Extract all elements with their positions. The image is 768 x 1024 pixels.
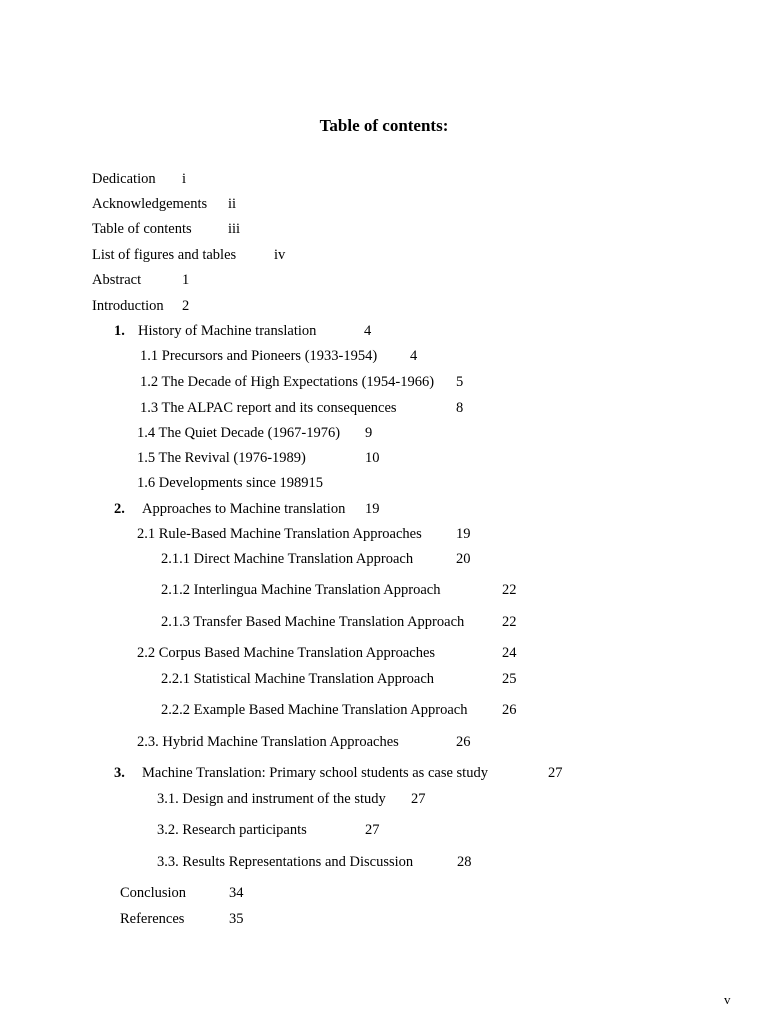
section-page: 28 (457, 854, 472, 870)
chapter-number: 2. (114, 501, 125, 517)
toc-entry-label: Dedication (92, 171, 156, 187)
section-label: 3.2. Research participants (157, 822, 307, 838)
section-page: 24 (502, 645, 517, 661)
toc-entry-label: Conclusion (120, 885, 187, 901)
section-label: 2.2.2 Example Based Machine Translation Approach (161, 702, 468, 718)
toc-entry-label: Introduction (92, 298, 164, 314)
toc-entry-label: Table of contents (92, 221, 192, 237)
toc-entry-label: Acknowledgements (92, 196, 208, 212)
chapter-label: Approaches to Machine translation (142, 501, 346, 517)
section-label: 1.2 The Decade of High Expectations (1954-1966) (140, 374, 435, 390)
toc-entry-label: Abstract (92, 272, 142, 288)
section-label: 1.4 The Quiet Decade (1967-1976) (137, 425, 341, 441)
section-label: 2.2 Corpus Based Machine Translation Approaches (137, 645, 436, 661)
section-page: 27 (411, 791, 426, 807)
section-page: 4 (410, 348, 418, 364)
toc-entry-page: iv (274, 247, 286, 263)
toc-entry-label: List of figures and tables (92, 247, 237, 263)
chapter-label: History of Machine translation (138, 323, 317, 339)
section-page: 8 (456, 400, 464, 416)
toc-entry-page: iii (228, 221, 241, 237)
section-label: 1.3 The ALPAC report and its consequences (140, 400, 397, 416)
section-page: 22 (502, 614, 517, 630)
toc-entry-label: References (120, 911, 185, 927)
toc-entry-page: 1 (182, 272, 190, 288)
section-page: 19 (456, 526, 471, 542)
section-page: 25 (502, 671, 517, 687)
section-label: 2.3. Hybrid Machine Translation Approaches (137, 734, 399, 750)
toc-entry-page: ii (228, 196, 237, 212)
toc-entry-page: 34 (229, 885, 244, 901)
chapter-page: 27 (548, 765, 563, 781)
toc-entry-page: 35 (229, 911, 244, 927)
section-page: 10 (365, 450, 380, 466)
section-label: 1.5 The Revival (1976-1989) (137, 450, 306, 466)
section-label: 1.6 Developments since 198915 (137, 475, 324, 491)
section-label: 2.1.1 Direct Machine Translation Approach (161, 551, 414, 567)
chapter-label: Machine Translation: Primary school students as case study (142, 765, 488, 781)
chapter-number: 1. (114, 323, 125, 339)
section-label: 2.1 Rule-Based Machine Translation Approaches (137, 526, 422, 542)
chapter-page: 4 (364, 323, 372, 339)
toc-entry-page: 2 (182, 298, 190, 314)
section-page: 26 (456, 734, 471, 750)
toc-entry-page: i (182, 171, 187, 187)
section-page: 22 (502, 582, 517, 598)
chapter-number: 3. (114, 765, 125, 781)
section-page: 9 (365, 425, 373, 441)
section-page: 26 (502, 702, 517, 718)
section-page: 20 (456, 551, 471, 567)
toc-title: Table of contents: (319, 116, 449, 135)
chapter-page: 19 (365, 501, 380, 517)
section-label: 1.1 Precursors and Pioneers (1933-1954) (140, 348, 378, 364)
section-label: 2.1.2 Interlingua Machine Translation Approach (161, 582, 441, 598)
section-label: 3.3. Results Representations and Discussion (157, 854, 414, 870)
section-label: 3.1. Design and instrument of the study (157, 791, 386, 807)
section-label: 2.2.1 Statistical Machine Translation Approach (161, 671, 435, 687)
section-page: 5 (456, 374, 464, 390)
section-label: 2.1.3 Transfer Based Machine Translation Approach (161, 614, 465, 630)
section-page: 27 (365, 822, 380, 838)
page-number: v (724, 992, 731, 1007)
